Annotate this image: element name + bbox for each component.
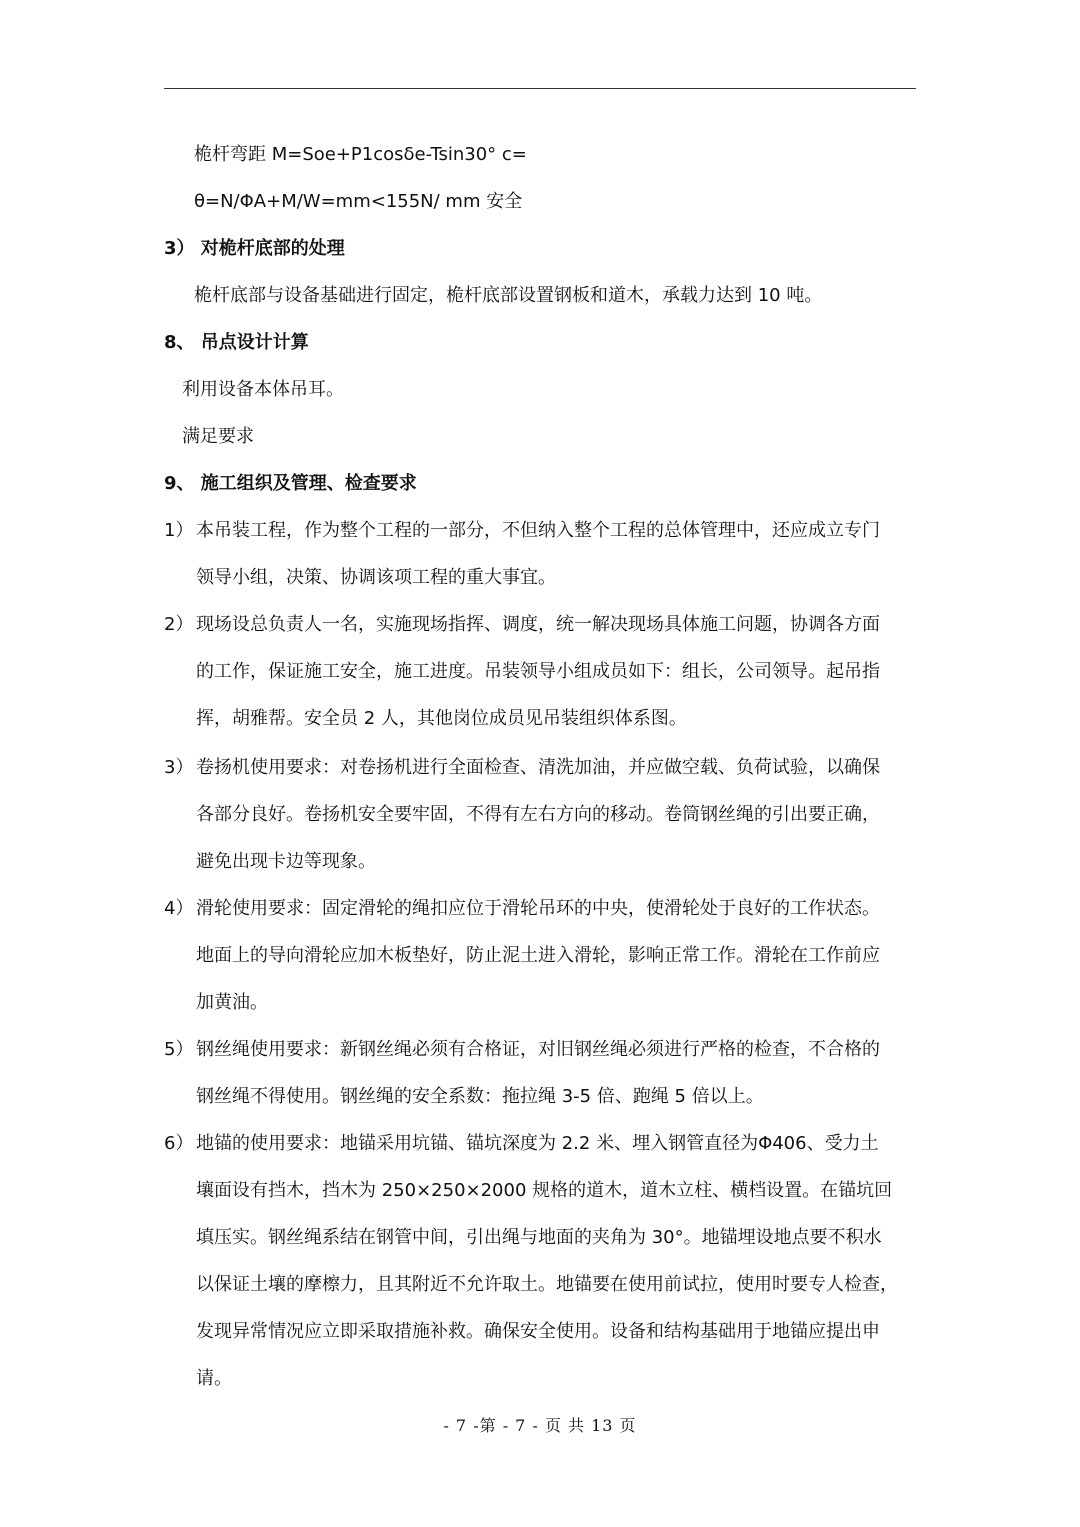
formula-line-2: θ=N/ΦA+M/W=mm<155N/ mm 安全 (194, 191, 523, 212)
list-item-line: 钢丝绳使用要求：新钢丝绳必须有合格证，对旧钢丝绳必须进行严格的检查，不合格的 (196, 1039, 880, 1060)
list-item-line: 请。 (196, 1368, 232, 1389)
list-item-number: 1） (164, 520, 194, 541)
list-item-line: 领导小组，决策、协调该项工程的重大事宜。 (196, 567, 556, 588)
list-item-line: 挥，胡雅帮。安全员 2 人，其他岗位成员见吊装组织体系图。 (196, 708, 687, 729)
section-8-line-1: 利用设备本体吊耳。 (182, 379, 344, 400)
section-heading-mast-base: 3） 对桅杆底部的处理 (164, 238, 345, 259)
list-item-line: 各部分良好。卷扬机安全要牢固，不得有左右方向的移动。卷筒钢丝绳的引出要正确， (196, 804, 880, 825)
section-8-line-2: 满足要求 (182, 426, 254, 447)
list-item-line: 卷扬机使用要求：对卷扬机进行全面检查、清洗加油，并应做空载、负荷试验，以确保 (196, 757, 880, 778)
section-heading-9: 9、 施工组织及管理、检查要求 (164, 473, 417, 494)
mast-base-text: 桅杆底部与设备基础进行固定，桅杆底部设置钢板和道木，承载力达到 10 吨。 (194, 285, 823, 306)
list-item-line: 钢丝绳不得使用。钢丝绳的安全系数：拖拉绳 3-5 倍、跑绳 5 倍以上。 (196, 1086, 764, 1107)
list-item-number: 5） (164, 1039, 194, 1060)
list-item-number: 2） (164, 614, 194, 635)
list-item-line: 发现异常情况应立即采取措施补救。确保安全使用。设备和结构基础用于地锚应提出申 (196, 1321, 880, 1342)
page-footer: - 7 -第 - 7 - 页 共 13 页 (443, 1416, 637, 1435)
list-item-line: 滑轮使用要求：固定滑轮的绳扣应位于滑轮吊环的中央，使滑轮处于良好的工作状态。 (196, 898, 880, 919)
list-item-number: 3） (164, 757, 194, 778)
list-item-line: 避免出现卡边等现象。 (196, 851, 376, 872)
header-rule (164, 88, 916, 89)
list-item-line: 现场设总负责人一名，实施现场指挥、调度，统一解决现场具体施工问题，协调各方面 (196, 614, 880, 635)
list-item-line: 地面上的导向滑轮应加木板垫好，防止泥土进入滑轮，影响正常工作。滑轮在工作前应 (196, 945, 880, 966)
list-item-line: 壤面设有挡木，挡木为 250×250×2000 规格的道木，道木立柱、横档设置。在锚坑回 (196, 1180, 893, 1201)
list-item-line: 的工作，保证施工安全，施工进度。吊装领导小组成员如下：组长，公司领导。起吊指 (196, 661, 880, 682)
list-item-line: 地锚的使用要求：地锚采用坑锚、锚坑深度为 2.2 米、埋入钢管直径为Φ406、受力土 (196, 1133, 879, 1154)
list-item-line: 加黄油。 (196, 992, 268, 1013)
list-item-number: 6） (164, 1133, 194, 1154)
formula-line-1: 桅杆弯距 M=Soe+P1cosδe-Tsin30° c= (194, 144, 527, 165)
list-item-number: 4） (164, 898, 194, 919)
list-item-line: 以保证土壤的摩檫力，且其附近不允许取土。地锚要在使用前试拉，使用时要专人检查， (196, 1274, 898, 1295)
list-item-line: 本吊装工程，作为整个工程的一部分，不但纳入整个工程的总体管理中，还应成立专门 (196, 520, 880, 541)
list-item-line: 填压实。钢丝绳系结在钢管中间，引出绳与地面的夹角为 30°。地锚埋设地点要不积水 (196, 1227, 882, 1248)
section-heading-8: 8、 吊点设计计算 (164, 332, 309, 353)
